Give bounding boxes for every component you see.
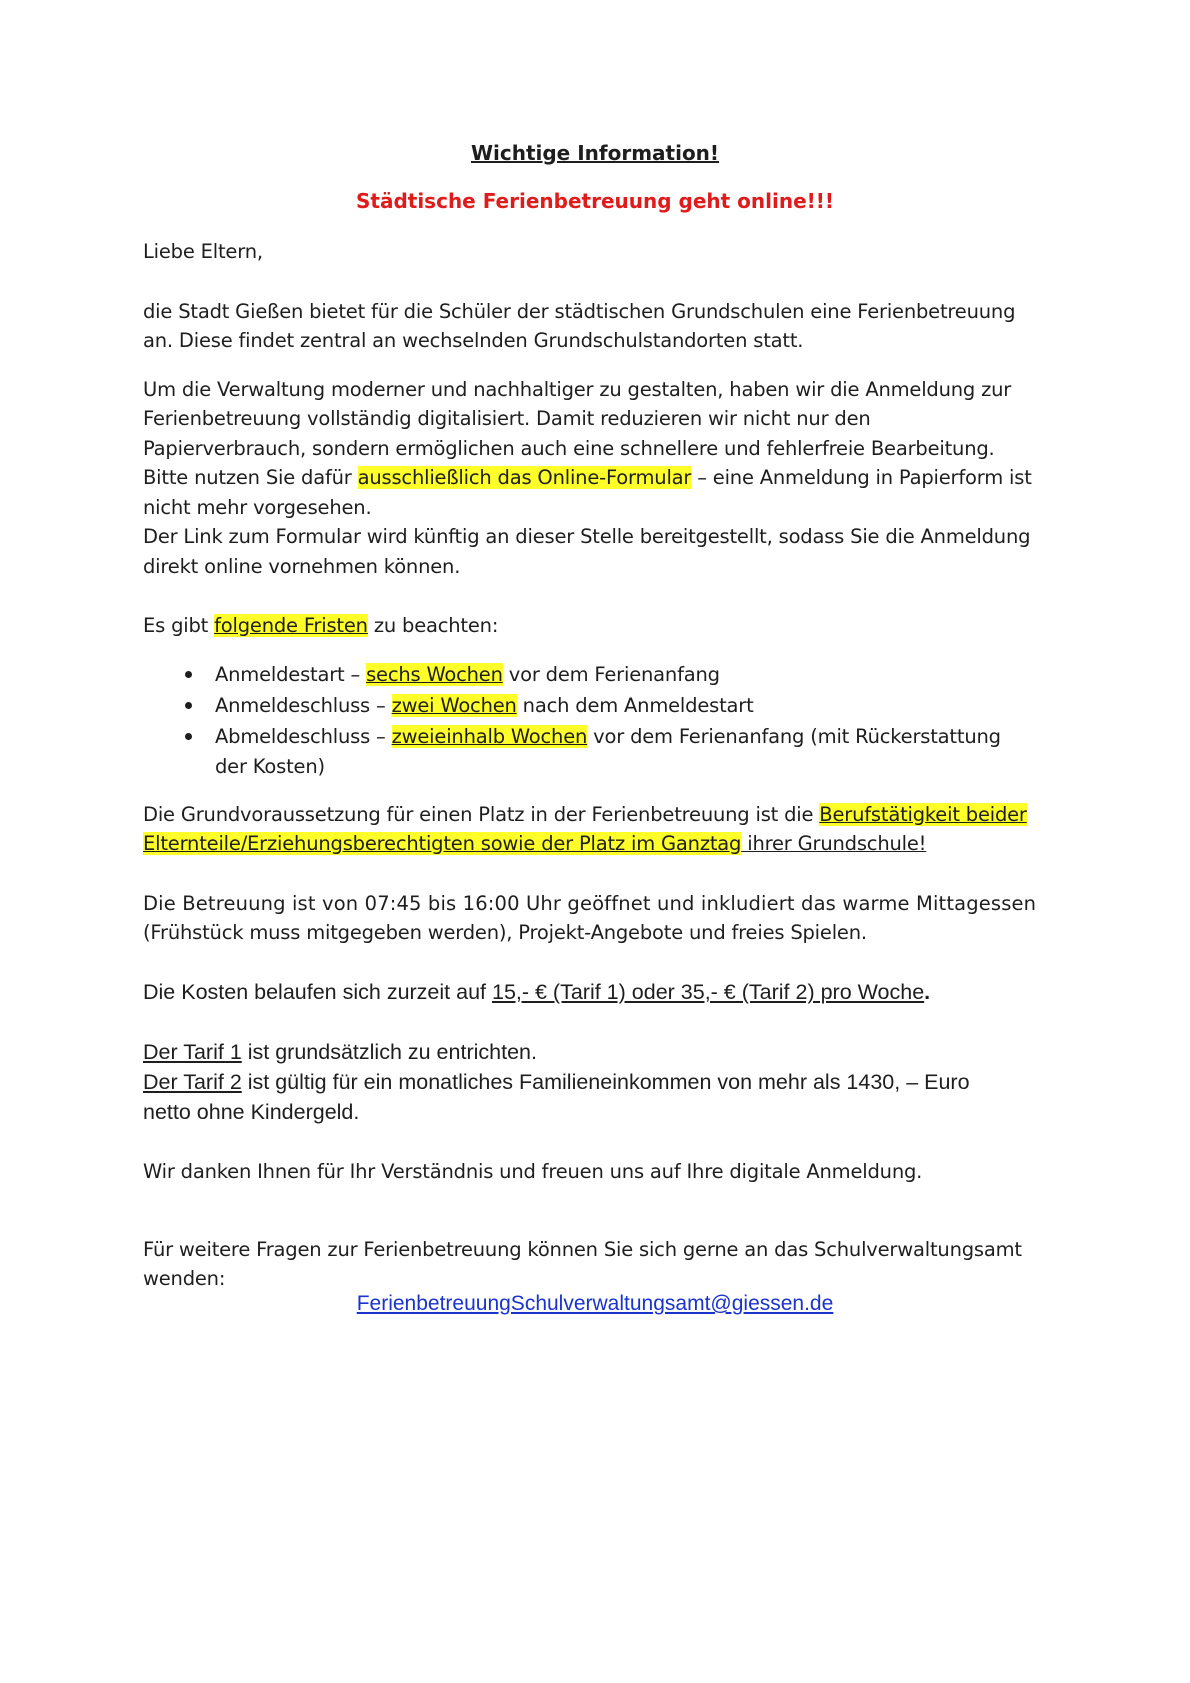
frist-item-1-post: vor dem Ferienanfang [502, 663, 720, 686]
frist-item-2-post: nach dem Anmeldestart [516, 694, 754, 717]
tarif-1-line [143, 1037, 537, 1067]
tarif-1-label: Der Tarif 1 [143, 1040, 242, 1064]
voraussetzung-line-1 [143, 800, 1027, 829]
fragen-line-1: Für weitere Fragen zur Ferienbetreuung können Sie sich gerne an das Schulverwaltungsamt [143, 1238, 1022, 1261]
frist-item-2-pre: Anmeldeschluss – [215, 694, 392, 717]
contact-email-link[interactable]: FerienbetreuungSchulverwaltungsamt@giessen.de [356, 1292, 834, 1315]
bullet-icon [185, 702, 192, 709]
kosten-pre: Die Kosten belaufen sich zurzeit auf [143, 980, 492, 1004]
frist-item-3-pre: Abmeldeschluss – [215, 725, 392, 748]
tarif-2-line [143, 1067, 970, 1097]
page-title: Wichtige Information! [470, 141, 720, 165]
kosten-line [143, 977, 930, 1007]
frist-item-3-highlight: zweieinhalb Wochen [391, 725, 588, 748]
frist-item-2 [215, 691, 754, 720]
voraussetzung-line-2 [143, 829, 926, 858]
online-form-highlight: ausschließlich das Online-Formular [357, 466, 692, 489]
frist-item-3 [215, 722, 1001, 751]
fristen-highlight: folgende Fristen [214, 614, 368, 637]
kosten-amount: 15,- € (Tarif 1) oder 35,- € (Tarif 2) pro Woche [491, 980, 925, 1004]
digital-line-6: Der Link zum Formular wird künftig an dieser Stelle bereitgestellt, sodass Sie die Anmeldung [143, 525, 1031, 548]
betreuung-line-1: Die Betreuung ist von 07:45 bis 16:00 Uhr geöffnet und inkludiert das warme Mittagessen [143, 892, 1037, 915]
bullet-icon [185, 733, 192, 740]
voraussetzung-highlight-2: Elternteile/Erziehungsberechtigten sowie der Platz im Ganztag [143, 832, 742, 855]
dank-line: Wir danken Ihnen für Ihr Verständnis und freuen uns auf Ihre digitale Anmeldung. [143, 1160, 923, 1183]
tarif-2-text: ist gültig für ein monatliches Familieneinkommen von mehr als 1430, – Euro [241, 1070, 970, 1094]
voraussetzung-highlight-1: Berufstätigkeit beider [819, 803, 1027, 826]
tarif-2-continuation: netto ohne Kindergeld. [143, 1100, 360, 1124]
digital-line-1: Um die Verwaltung moderner und nachhaltiger zu gestalten, haben wir die Anmeldung zur [143, 378, 1012, 401]
page-subtitle: Städtische Ferienbetreuung geht online!!! [355, 189, 835, 213]
kosten-post: . [924, 980, 931, 1004]
intro-line-1: die Stadt Gießen bietet für die Schüler der städtischen Grundschulen eine Ferienbetreuung [143, 300, 1016, 323]
digital-line-3: Papierverbrauch, sondern ermöglichen auch eine schnellere und fehlerfreie Bearbeitung. [143, 437, 995, 460]
digital-line-4-pre: Bitte nutzen Sie dafür [143, 466, 358, 489]
greeting: Liebe Eltern, [143, 240, 263, 263]
digital-line-7: direkt online vornehmen können. [143, 555, 461, 578]
frist-item-1 [215, 660, 720, 689]
fristen-pre: Es gibt [143, 614, 215, 637]
betreuung-line-2: (Frühstück muss mitgegeben werden), Projekt-Angebote und freies Spielen. [143, 921, 867, 944]
frist-item-3-continuation: der Kosten) [215, 755, 325, 778]
digital-line-4-post: – eine Anmeldung in Papierform ist [691, 466, 1032, 489]
frist-item-3-post: vor dem Ferienanfang (mit Rückerstattung [587, 725, 1001, 748]
tarif-2-label: Der Tarif 2 [143, 1070, 242, 1094]
digital-line-4 [143, 463, 1032, 492]
digital-line-2: Ferienbetreuung vollständig digitalisiert. Damit reduzieren wir nicht nur den [143, 407, 871, 430]
bullet-icon [185, 671, 192, 678]
tarif-1-text: ist grundsätzlich zu entrichten. [241, 1040, 537, 1064]
voraussetzung-post: ihrer Grundschule! [741, 832, 927, 855]
fristen-post: zu beachten: [367, 614, 499, 637]
frist-item-1-highlight: sechs Wochen [366, 663, 503, 686]
frist-item-1-pre: Anmeldestart – [215, 663, 367, 686]
frist-item-2-highlight: zwei Wochen [391, 694, 517, 717]
fristen-intro [143, 611, 498, 640]
voraussetzung-pre: Die Grundvoraussetzung für einen Platz in der Ferienbetreuung ist die [143, 803, 820, 826]
digital-line-5: nicht mehr vorgesehen. [143, 496, 372, 519]
fragen-line-2: wenden: [143, 1267, 226, 1290]
intro-line-2: an. Diese findet zentral an wechselnden Grundschulstandorten statt. [143, 329, 804, 352]
